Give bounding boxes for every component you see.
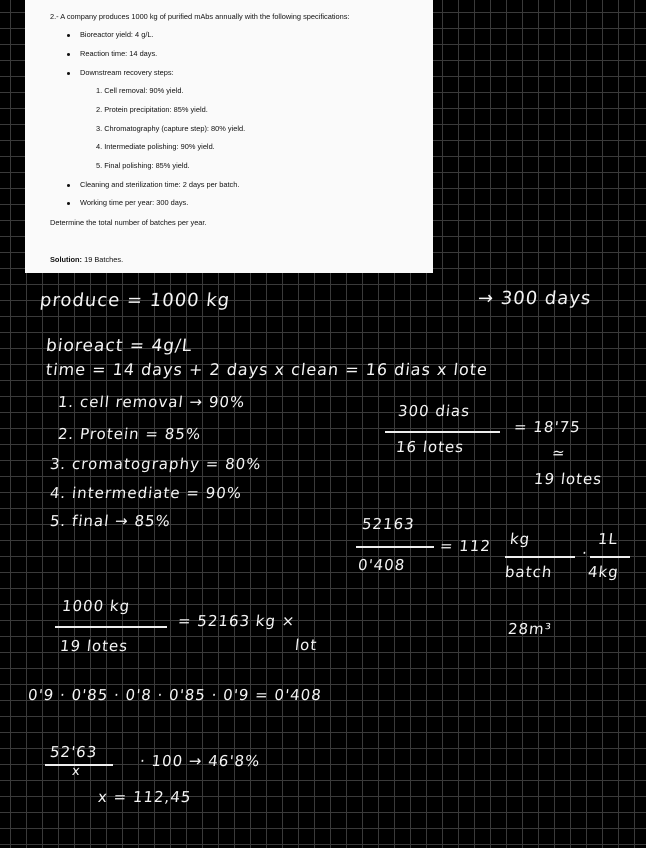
note-lot: lot — [294, 636, 319, 654]
fraction-bar — [356, 546, 434, 548]
question: Determine the total number of batches per year. — [50, 218, 207, 227]
bullet — [67, 34, 70, 37]
note-x-equals: x = 112,45 — [97, 788, 193, 806]
note-frac2-den: 0'408 — [357, 556, 407, 574]
note-time: time = 14 days + 2 days x clean = 16 dias x lote — [45, 360, 489, 379]
note-cromatography: 3. cromatography = 80% — [49, 455, 263, 473]
solution-label: Solution: — [50, 255, 83, 264]
spec-working-time: Working time per year: 300 days. — [80, 198, 189, 207]
note-final: 5. final → 85% — [49, 512, 172, 530]
bullet — [67, 72, 70, 75]
note-frac4-num: 52'63 — [49, 743, 99, 761]
step-3: 3. Chromatography (capture step): 80% yield. — [96, 124, 246, 133]
note-bioreact: bioreact = 4g/L — [44, 336, 194, 356]
fraction-bar — [505, 556, 575, 558]
note-19-lotes: 19 lotes — [533, 470, 604, 488]
note-kg: kg — [509, 530, 532, 548]
fraction-bar — [385, 431, 500, 433]
solution — [50, 255, 123, 264]
problem-statement-card — [25, 0, 433, 273]
bullet — [67, 184, 70, 187]
note-300-days: → 300 days — [476, 288, 593, 309]
bullet — [67, 53, 70, 56]
note-protein: 2. Protein = 85% — [57, 425, 203, 443]
note-intermediate: 4. intermediate = 90% — [49, 484, 243, 502]
note-frac4-den: x — [71, 764, 82, 779]
note-frac3-result: = 52163 kg × — [177, 612, 297, 630]
step-2: 2. Protein precipitation: 85% yield. — [96, 105, 208, 114]
note-frac4-result: · 100 → 46'8% — [139, 752, 262, 770]
note-frac2-result: = 112 — [439, 537, 492, 555]
note-batch: batch — [504, 563, 554, 581]
note-frac1-den: 16 lotes — [395, 438, 466, 456]
note-28m3: 28m³ — [507, 620, 553, 638]
spec-downstream: Downstream recovery steps: — [80, 68, 174, 77]
step-5: 5. Final polishing: 85% yield. — [96, 161, 190, 170]
step-1: 1. Cell removal: 90% yield. — [96, 86, 184, 95]
fraction-bar — [55, 626, 167, 628]
note-1l: 1L — [597, 530, 619, 548]
note-yield-product: 0'9 · 0'85 · 0'8 · 0'85 · 0'9 = 0'408 — [27, 686, 323, 704]
step-4: 4. Intermediate polishing: 90% yield. — [96, 142, 215, 151]
fraction-bar — [590, 556, 630, 558]
bullet — [67, 202, 70, 205]
note-frac1-num: 300 dias — [397, 402, 472, 420]
problem-intro: 2.- A company produces 1000 kg of purified mAbs annually with the following specifications: — [50, 12, 350, 21]
spec-cleaning: Cleaning and sterilization time: 2 days per batch. — [80, 180, 240, 189]
note-approx: ≃ — [551, 444, 567, 462]
spec-bioreactor-yield: Bioreactor yield: 4 g/L. — [80, 30, 154, 39]
spec-reaction-time: Reaction time: 14 days. — [80, 49, 158, 58]
note-frac2-num: 52163 — [361, 515, 416, 533]
note-4kg: 4kg — [587, 563, 620, 581]
note-cell-removal: 1. cell removal → 90% — [57, 393, 247, 411]
note-produce: produce = 1000 kg — [38, 290, 232, 311]
note-frac3-den: 19 lotes — [59, 637, 130, 655]
note-frac1-result: = 18'75 — [513, 418, 582, 436]
solution-value: 19 Batches. — [82, 255, 124, 264]
note-frac3-num: 1000 kg — [61, 597, 132, 615]
note-dot: · — [581, 544, 589, 562]
